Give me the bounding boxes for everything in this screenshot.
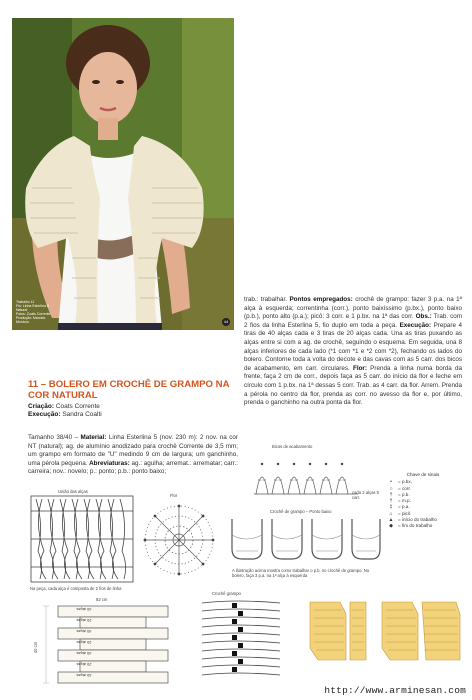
legend-title: Chave de sinais [406,472,440,477]
row-label: 40 alças [76,607,92,612]
row-label: 40 alças [76,651,92,656]
legend-label: = m.p. [398,498,411,504]
pattern-title: 11 – BOLERO EM CROCHÊ DE GRAMPO NA COR NATURAL [28,379,230,401]
execution-label: Execução: [28,411,61,419]
legend-item [384,523,462,529]
row-label: 20 alças [76,662,92,667]
abbrev-label: Abreviaturas: [87,459,130,467]
execution-value: Sandra Coalti [62,411,102,419]
legend-symbol: † [389,491,393,498]
row-label: 40 alças [76,673,92,678]
materials-text [28,434,238,477]
height-label: 40 cm [33,641,39,654]
legend-symbol: • [390,479,392,486]
label-pontos: Pontos empregados: [289,296,353,303]
credit-line: Produção: Marcelo Montoro [16,316,46,324]
croche-grampo-diagram [196,597,286,689]
legend-label: = início do trabalho [398,517,437,523]
text-segment: trab.: trabalhar. [244,296,290,303]
text-segment: Prenda a linha numa borda da frente, faça 2 cm de corr., depois faça as 5 carr. do início da flor e feche em círculo com 1 p.bx. na 1ª dessas 5 corr. Trab. as 4 carr. da flor. Arrem. Prenda a pérola no centro da flor, prenda as corr. no avesso da flor e, por último, prenda o ganchinho na outra ponta da flor. [244,364,462,407]
legend-label: = p.bx. [398,479,412,485]
legend-label: = p.b. [398,491,410,497]
credit-line: Trabalho 11 [16,300,35,304]
row-label: 40 alças [76,629,92,634]
grampo-title: Crochê de grampo – Ponto baixo [270,509,332,514]
legend-symbol: † [389,498,393,505]
bolero-schematic [40,604,180,692]
page-number: 44 [223,319,229,324]
photo-credit [16,300,56,324]
grampo-caption: A ilustração acima mostra como trabalhar o p.b. no crochê de grampo. No bolero, faça 3 p.a. na 1ª alça à esquerda [232,568,370,578]
credit-line: Fio: Linha Esterlina 5 Natural [16,304,49,312]
bolero-assembly-illustration [306,596,466,670]
grampo-ponto-baixo-diagram [226,515,382,565]
uniao-caption: Na peça, cada alça é composta de 2 fios de linha [30,586,122,591]
legend-symbol: ⌂ [389,510,393,517]
symbol-key [384,472,462,530]
row-label: 20 alças [76,640,92,645]
grampos-title: Crochê grampo [212,591,241,596]
label-execucao: Execução: [399,321,432,329]
legend-label: = fim do trabalho [398,523,433,529]
flor-title: Flor [170,493,178,498]
creation-label: Criação: [28,403,55,410]
uniao-title: União das alças [58,489,88,494]
legend-label: = p.a. [398,504,410,510]
text-segment: crochê de grampo: fazer 3 p.a. na 1ª alça à esquerda; correntinha (corr.), ponto baixíssimo (p.bx.), ponto baixo (p.b.), ponto alto (p.a.); picô: 3 corr. e 1 p.bx. na 1ª das corr. [244,296,462,321]
creation-value: Coats Corrente [55,403,100,410]
size-text: Tamanho 38/40 – [28,434,81,441]
legend-symbol: ▲ [388,517,394,524]
legend-label: = corr. [398,485,411,491]
text-segment: Trab. com 2 fios da linha Esterlina 5, fio duplo em toda a peça. [244,313,462,329]
legend-symbol: ◆ [389,523,393,530]
instructions-text [244,296,462,408]
credit-line: Fotos: Coats Corrente [16,312,51,316]
watermark-url: http://www.arminesan.com [324,685,466,696]
bicos-title: Bicos de acabamento [272,444,313,449]
label-flor: Flor: [352,364,367,372]
material-label: Material: [80,434,107,441]
text-segment: Prepare 4 tiras de 40 alças cada e 3 tiras de 20 alças cada. Una as tiras puxando as alças entre si com a ag. de crochê, seguindo o esquema. Em seguida, una 8 alças inferiores de cada lado (*1 com *1 e *2 com *2), fechando os lados do bolero. Contorne toda a volta do decote e das cavas com as 5 carr. dos bicos de acabamento, em carr. circulares. [244,321,463,372]
bicos-diagram [250,450,362,502]
label-obs: Obs.: [415,313,432,321]
bicos-note: cada 2 alças 5 carr. [352,490,380,500]
bolero-photo-illustration [12,18,234,330]
legend-label: = picô [398,510,411,516]
legend-symbol: ‡ [389,504,393,511]
model-photo [12,18,234,330]
legend-symbol: ○ [389,485,393,492]
abbrev-text: ag.: agulha; arremat.: arrematar; carr.: carreira; nov.: novelo; p.: ponto; p.b.: ponto baixo; [28,459,238,476]
uniao-das-alcas-diagram [30,495,134,583]
material-text: Linha Esterlina 5 (nov. 230 m): 2 nov. na cor NT (natural); ag. de alumínio anodizado para crochê Corrente de 3,5 mm; um grampo em formato de "U" medindo 9 cm de largura; um ganchinho, uma pérola pequena. [28,434,238,467]
flor-diagram [137,498,221,582]
width-label: 82 cm [96,597,108,602]
row-label: 20 alças [76,618,92,623]
credits [28,403,238,420]
